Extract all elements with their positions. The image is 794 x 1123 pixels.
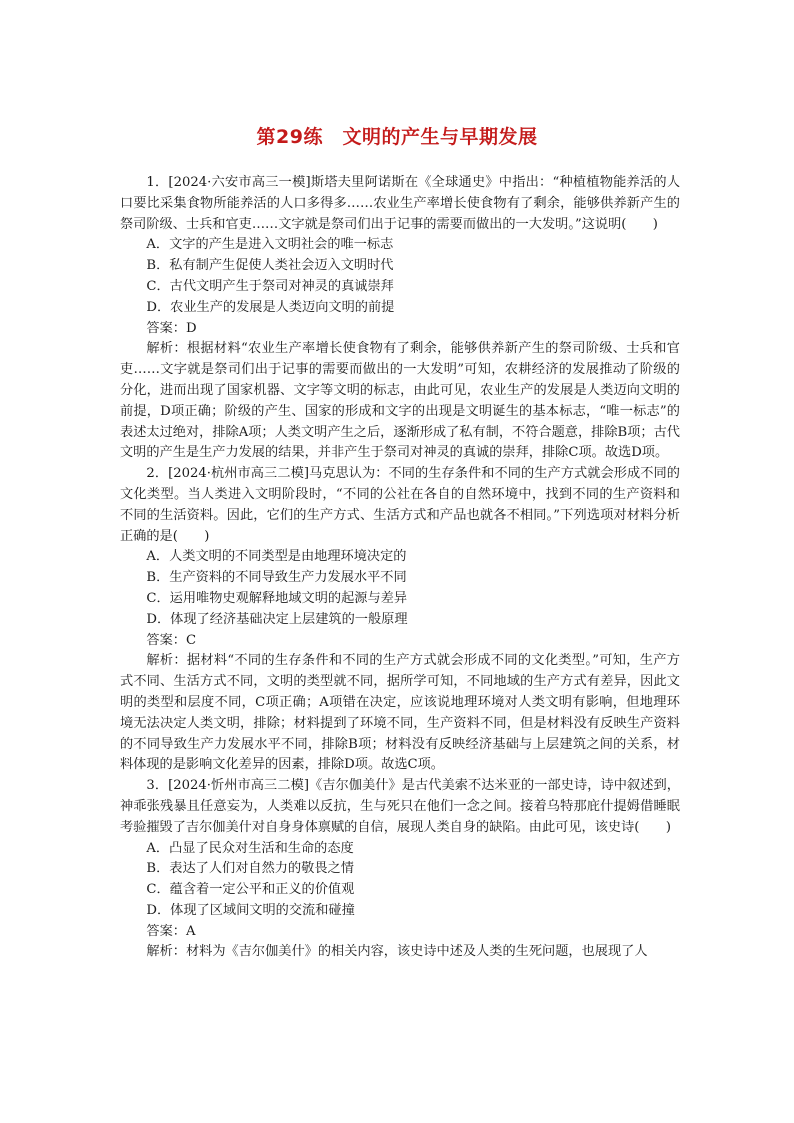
page-title: 第29练 文明的产生与早期发展: [256, 126, 538, 148]
answer-line: 答案：D: [146, 320, 197, 336]
analysis-text: 解析：材料为《吉尔伽美什》的相关内容，该史诗中述及人类的生死问题，也展现了人: [146, 944, 648, 960]
option-d: D．体现了区域间文明的交流和碰撞: [146, 902, 355, 918]
option-d: D．体现了经济基础决定上层建筑的一般原理: [146, 611, 408, 627]
option-c: C．古代文明产生于祭司对神灵的真诚崇拜: [146, 278, 394, 294]
answer-line: 答案：C: [146, 632, 197, 648]
option-a: A．凸显了民众对生活和生命的态度: [146, 840, 354, 856]
option-d: D．农业生产的发展是人类迈向文明的前提: [146, 299, 395, 315]
question-stem: 1．[2024·六安市高三一模]斯塔夫里阿诺斯在《全球通史》中指出：“种植植物能养活的人口要比采集食物所能养活的人口多得多……农业生产率增长使食物有了剩余，能够供养新产生的祭司阶级、士兵和官吏……文字就是祭司们出于记事的需要而做出的一大发明。”这说明( ): [120, 175, 680, 232]
option-b: B．私有制产生促使人类社会迈入文明时代: [146, 258, 394, 274]
analysis-text: 解析：根据材料“农业生产率增长使食物有了剩余，能够供养新产生的祭司阶级、士兵和官吏……文字就是祭司们出于记事的需要而做出的一大发明”可知，农耕经济的发展推动了阶级的分化，进而出现了国家机器、文字等文明的标志，由此可见，农业生产的发展是人类迈向文明的前提，D项正确；阶级的产生、国家的形成和文字的出现是文明诞生的基本标志，“唯一标志”的表述太过绝对，排除A项；人类文明产生之后，逐渐形成了私有制，不符合题意，排除B项；古代文明的产生是生产力发展的结果，并非产生于祭司对神灵的真诚的崇拜，排除C项。故选D项。: [120, 341, 680, 461]
question-3: [120, 776, 680, 963]
question-stem: 3．[2024·忻州市高三二模]《吉尔伽美什》是古代美索不达米亚的一部史诗，诗中叙述到，神乖张残暴且任意妄为，人类难以反抗，生与死只在他们一念之间。接着乌特那庇什提姆借睡眠考验摧毁了吉尔伽美什对自身身体禀赋的自信，展现人类自身的缺陷。由此可见，该史诗( ): [120, 778, 680, 835]
answer-line: 答案：A: [146, 923, 196, 939]
option-c: C．运用唯物史观解释地域文明的起源与差异: [146, 590, 408, 606]
option-a: A．人类文明的不同类型是由地理环境决定的: [146, 549, 407, 565]
question-list: [120, 173, 680, 963]
option-a: A．文字的产生是进入文明社会的唯一标志: [146, 237, 394, 253]
question-1: [120, 173, 680, 464]
analysis-text: 解析：据材料“不同的生存条件和不同的生产方式就会形成不同的文化类型。”可知，生产方式不同、生活方式不同，文明的类型就不同，据所学可知，不同地域的生产方式有差异，因此文明的类型和层度不同，C项正确；A项错在决定，应该说地理环境对人类文明有影响，但地理环境无法决定人类文明，排除；材料提到了环境不同，生产资料不同，但是材料没有反映生产资料的不同导致生产力发展水平不同，排除B项；材料没有反映经济基础与上层建筑之间的关系，材料体现的是影响文化差异的因素，排除D项。故选C项。: [120, 653, 680, 773]
question-2: [120, 464, 680, 776]
option-b: B．生产资料的不同导致生产力发展水平不同: [146, 570, 407, 586]
option-b: B．表达了人们对自然力的敬畏之情: [146, 861, 354, 877]
question-stem: 2．[2024·杭州市高三二模]马克思认为：不同的生存条件和不同的生产方式就会形成不同的文化类型。当人类进入文明阶段时，“不同的公社在各自的自然环境中，找到不同的生产资料和不同的生活资料。因此，它们的生产方式、生活方式和产品也就各不相同。”下列选项对材料分析正确的是( ): [120, 466, 680, 544]
option-c: C．蕴含着一定公平和正义的价值观: [146, 882, 355, 898]
